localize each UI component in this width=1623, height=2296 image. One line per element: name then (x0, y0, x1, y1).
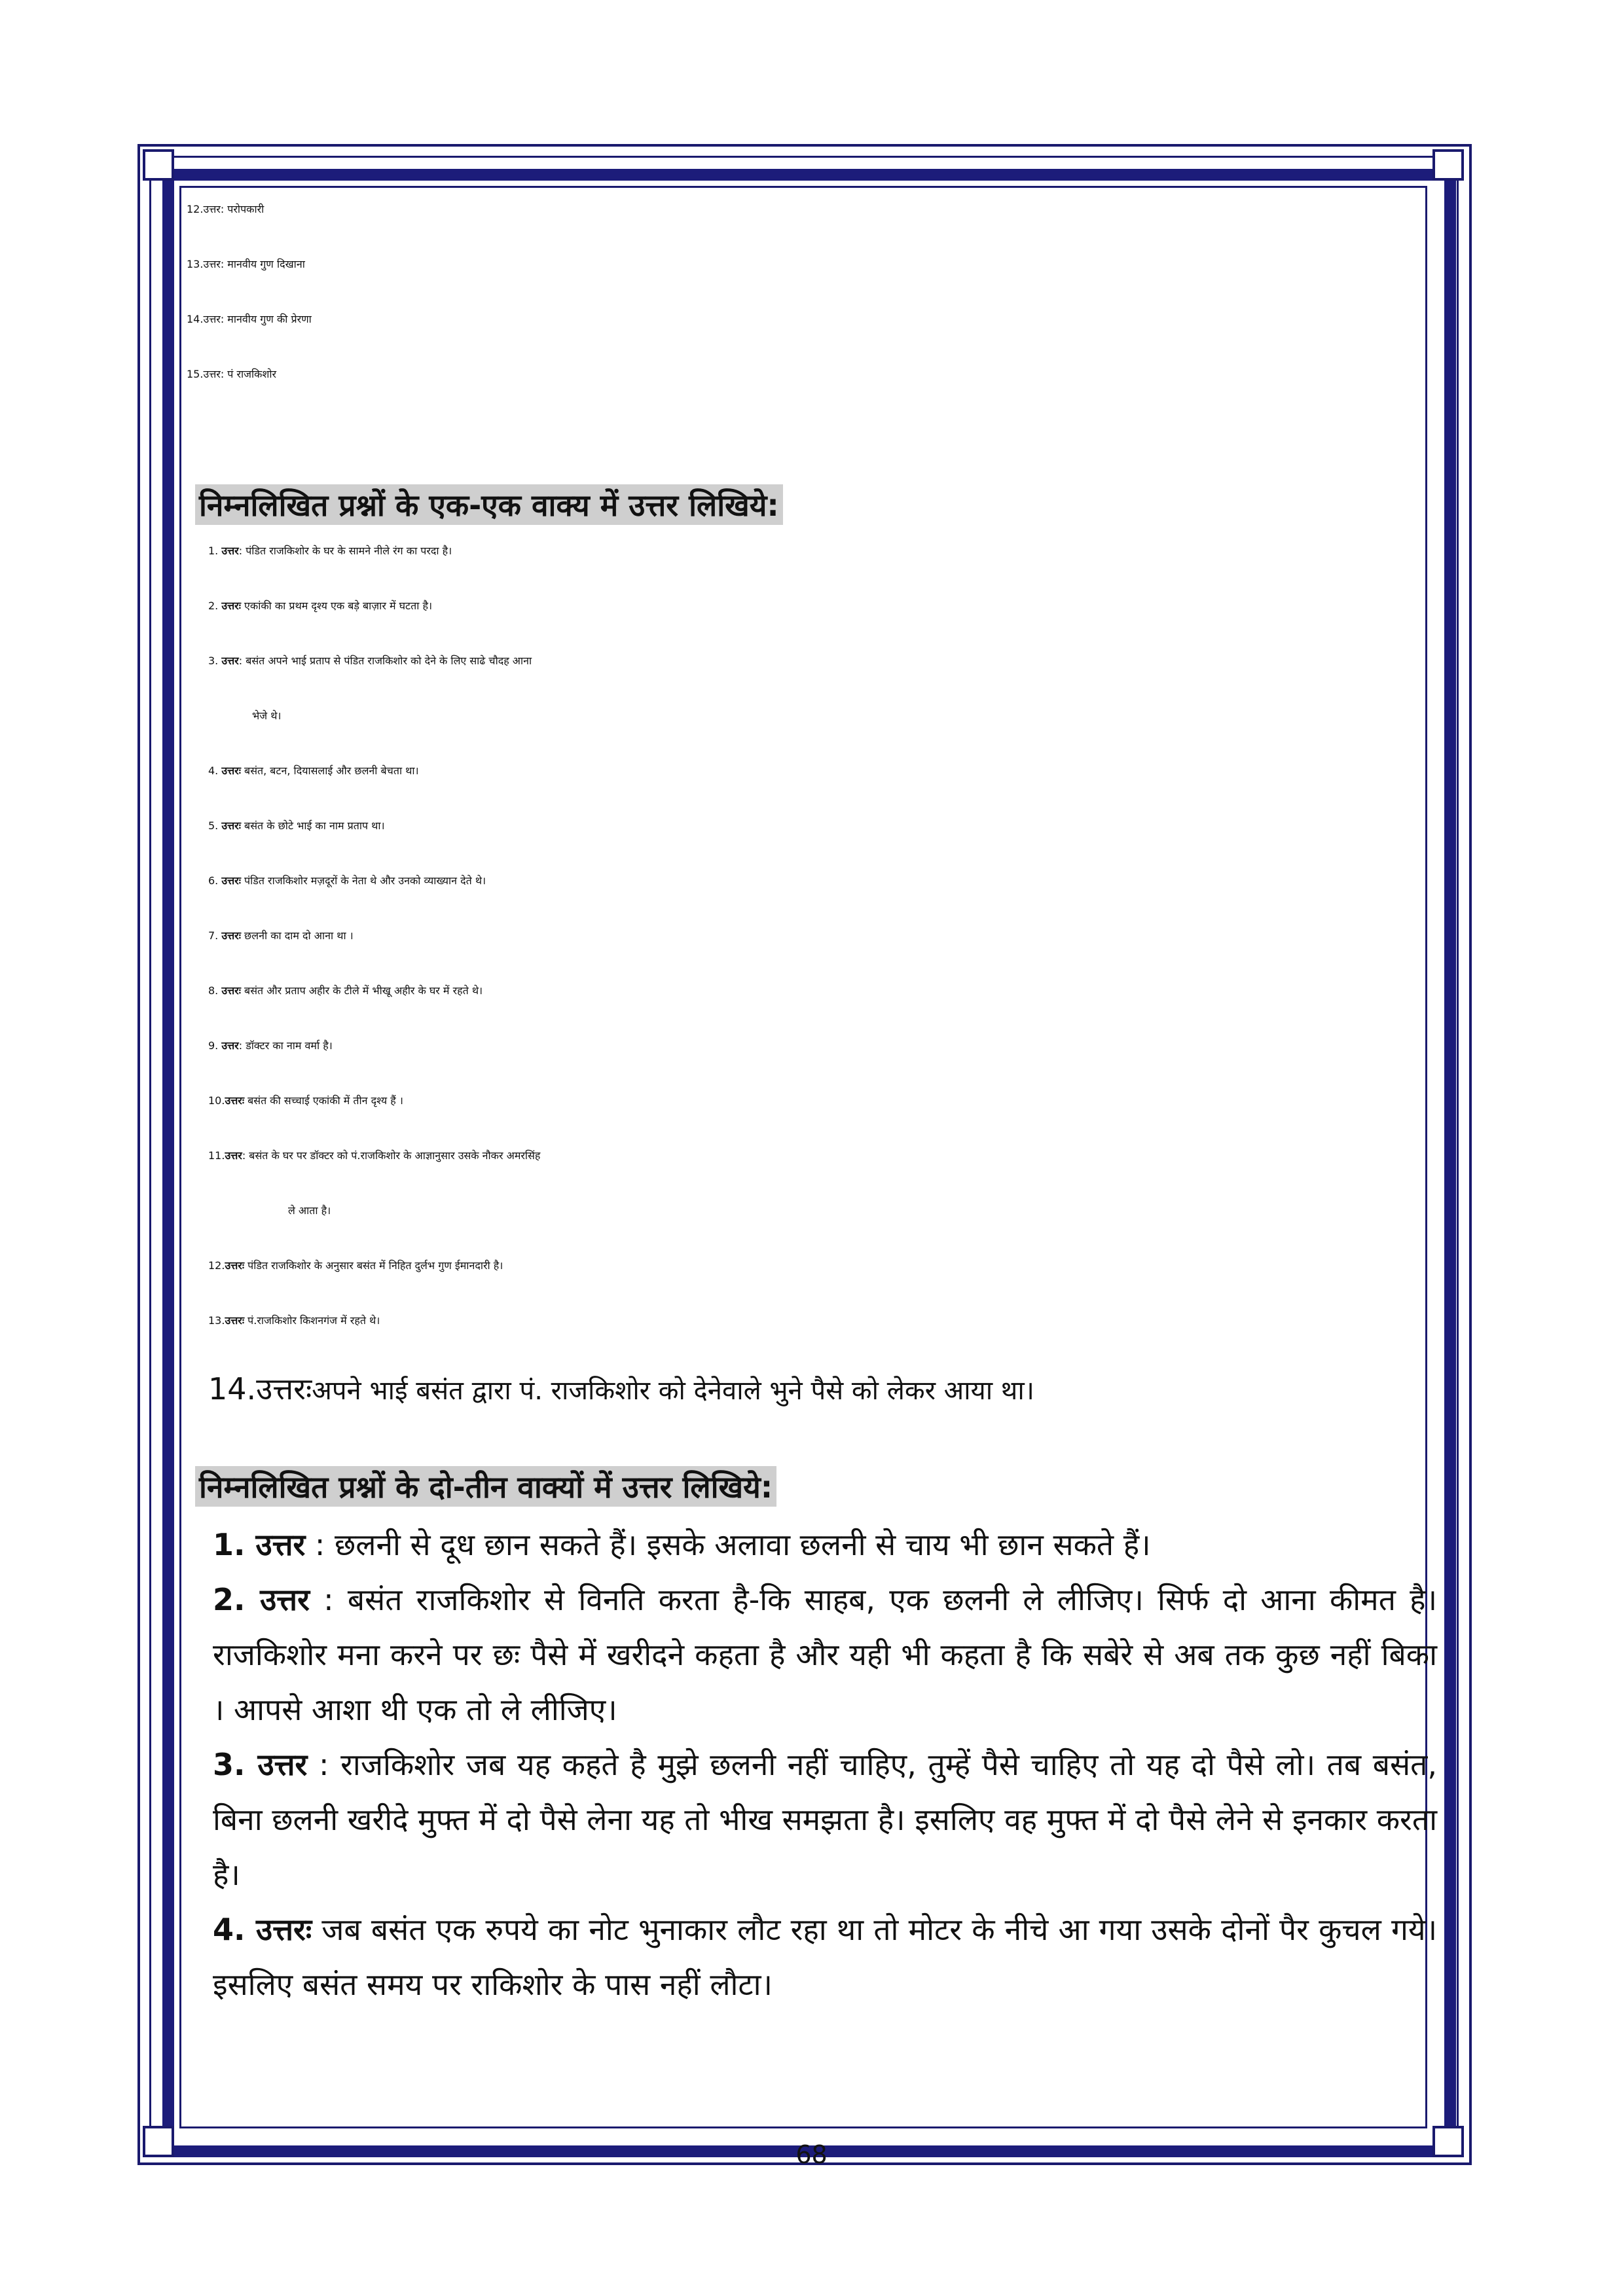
long-answer-1 (213, 1517, 1437, 1572)
answer-label: उत्तरः (225, 1259, 245, 1272)
answer-text: : छलनी से दूध छान सकते हैं। इसके अलावा छलनी से चाय भी छान सकते हैं। (305, 1527, 1151, 1562)
answer-item-1 (208, 543, 452, 558)
answer-label: उत्तरः (225, 1094, 245, 1107)
corner-ornament-top-right (1432, 149, 1464, 181)
item-number: 3. (208, 655, 219, 667)
answer-label: उत्तरः (221, 600, 241, 612)
answer-text: पं.राजकिशोर किशनगंज में रहते थे। (244, 1314, 380, 1327)
answer-label: उत्तरः (256, 1371, 312, 1407)
short-answer-14: 14.उत्तर: मानवीय गुण की प्रेरणा (187, 313, 312, 325)
long-answer-2 (213, 1572, 1437, 1737)
answer-item-11-continued: ले आता है। (288, 1204, 331, 1217)
short-answer-13: 13.उत्तर: मानवीय गुण दिखाना (187, 258, 305, 270)
answer-text: बसंत के छोटे भाई का नाम प्रताप था। (240, 819, 385, 832)
long-answer-3 (213, 1737, 1437, 1902)
item-number: 14. (208, 1371, 257, 1407)
answer-label: उत्तरः (221, 764, 241, 777)
item-number: 6. (208, 874, 219, 887)
item-number: 5. (208, 819, 219, 832)
answer-text: : बसंत अपने भाई प्रताप से पंडित राजकिशोर को देने के लिए साढे चौदह आना (238, 655, 532, 667)
answer-item-7 (208, 928, 354, 942)
answer-text: : बसंत राजकिशोर से विनति करता है-कि साहब, एक छलनी ले लीजिए। सिर्फ दो आना कीमत है। राजकिशोर मना करने पर छः पैसे में खरीदने कहता है और यही भी कहता है कि सबेरे से अब तक कुछ नहीं बिका । आपसे आशा थी एक तो ले लीजिए। (213, 1582, 1437, 1727)
answer-label: उत्तरः (221, 929, 241, 942)
answer-item-6 (208, 873, 486, 888)
answer-item-14 (208, 1368, 1034, 1408)
item-number: 8. (208, 984, 219, 997)
answer-label: 2. उत्तर (213, 1582, 310, 1617)
answer-label: उत्तरः (221, 984, 241, 997)
answer-item-3-continued: भेजे थे। (252, 709, 282, 722)
answer-label: 3. उत्तर (213, 1747, 308, 1782)
item-number: 4. (208, 764, 219, 777)
section-heading-one-sentence: निम्नलिखित प्रश्नों के एक-एक वाक्य में उत्तर लिखिये: (195, 484, 783, 525)
answer-item-11 (208, 1148, 540, 1162)
answer-text: पंडित राजकिशोर मज़दूरों के नेता थे और उनको व्याख्यान देते थे। (240, 874, 486, 887)
answer-text: एकांकी का प्रथम दृश्य एक बड़े बाज़ार में घटता है। (240, 600, 433, 612)
item-number: 12. (208, 1259, 225, 1272)
answer-item-5 (208, 818, 385, 833)
answer-text: बसंत और प्रताप अहीर के टीले में भीखू अहीर के घर में रहते थे। (240, 984, 483, 997)
item-number: 1. (208, 545, 219, 557)
item-number: 9. (208, 1039, 219, 1052)
answer-item-12 (208, 1258, 503, 1272)
answer-text: बसंत, बटन, दियासलाई और छलनी बेचता था। (240, 764, 419, 777)
page-number: 68 (795, 2140, 828, 2169)
answer-label: 1. उत्तर (213, 1527, 306, 1562)
answer-text: : राजकिशोर जब यह कहते है मुझे छलनी नहीं चाहिए, तुम्हें पैसे चाहिए तो यह दो पैसे लो। तब बसंत, बिना छलनी खरीदे मुफ्त में दो पैसे लेना यह तो भीख समझता है। इसलिए वह मुफ्त में दो पैसे लेने से इनकार करता है। (213, 1747, 1437, 1892)
answer-text: : बसंत के घर पर डॉक्टर को पं.राजकिशोर के आज्ञानुसार उसके नौकर अमरसिंह (242, 1149, 541, 1162)
answer-label: उत्तरः (225, 1314, 245, 1327)
answer-label: उत्तर (221, 1039, 239, 1052)
item-number: 13. (208, 1314, 225, 1327)
item-number: 2. (208, 600, 219, 612)
short-answer-15: 15.उत्तर: पं राजकिशोर (187, 368, 277, 380)
answer-text: अपने भाई बसंत द्वारा पं. राजकिशोर को देनेवाले भुने पैसे को लेकर आया था। (312, 1376, 1034, 1406)
answer-label: उत्तरः (221, 874, 241, 887)
answer-item-8 (208, 983, 483, 997)
item-number: 10. (208, 1094, 225, 1107)
corner-ornament-top-left (143, 149, 174, 181)
answer-text: : डॉक्टर का नाम वर्मा है। (238, 1039, 333, 1052)
answer-label: उत्तर (221, 545, 239, 557)
answer-text: जब बसंत एक रुपये का नोट भुनाकार लौट रहा था तो मोटर के नीचे आ गया उसके दोनों पैर कुचल गये। इसलिए बसंत समय पर राकिशोर के पास नहीं लौटा। (213, 1912, 1437, 2002)
answer-item-9 (208, 1038, 333, 1052)
item-number: 7. (208, 929, 219, 942)
answer-label: 4. उत्तरः (213, 1912, 312, 1947)
long-answer-4 (213, 1902, 1437, 2012)
item-number: 11. (208, 1149, 225, 1162)
answer-text: : पंडित राजकिशोर के घर के सामने नीले रंग का परदा है। (238, 545, 452, 557)
answer-text: छलनी का दाम दो आना था । (240, 929, 354, 942)
short-answer-12: 12.उत्तर: परोपकारी (187, 203, 264, 215)
answer-text: बसंत की सच्चाई एकांकी में तीन दृश्य हैं । (244, 1094, 403, 1107)
answer-label: उत्तरः (221, 819, 241, 832)
answer-item-13 (208, 1313, 380, 1327)
answer-label: उत्तर (221, 655, 239, 667)
answer-item-3 (208, 653, 532, 668)
answer-label: उत्तर (225, 1149, 242, 1162)
answer-item-10 (208, 1093, 403, 1107)
answer-text: पंडित राजकिशोर के अनुसार बसंत में निहित दुर्लभ गुण ईमानदारी है। (244, 1259, 503, 1272)
section-heading-two-three-sentences: निम्नलिखित प्रश्नों के दो-तीन वाक्यों में उत्तर लिखिये: (195, 1466, 776, 1507)
answer-item-2 (208, 598, 432, 613)
answer-item-4 (208, 763, 419, 778)
